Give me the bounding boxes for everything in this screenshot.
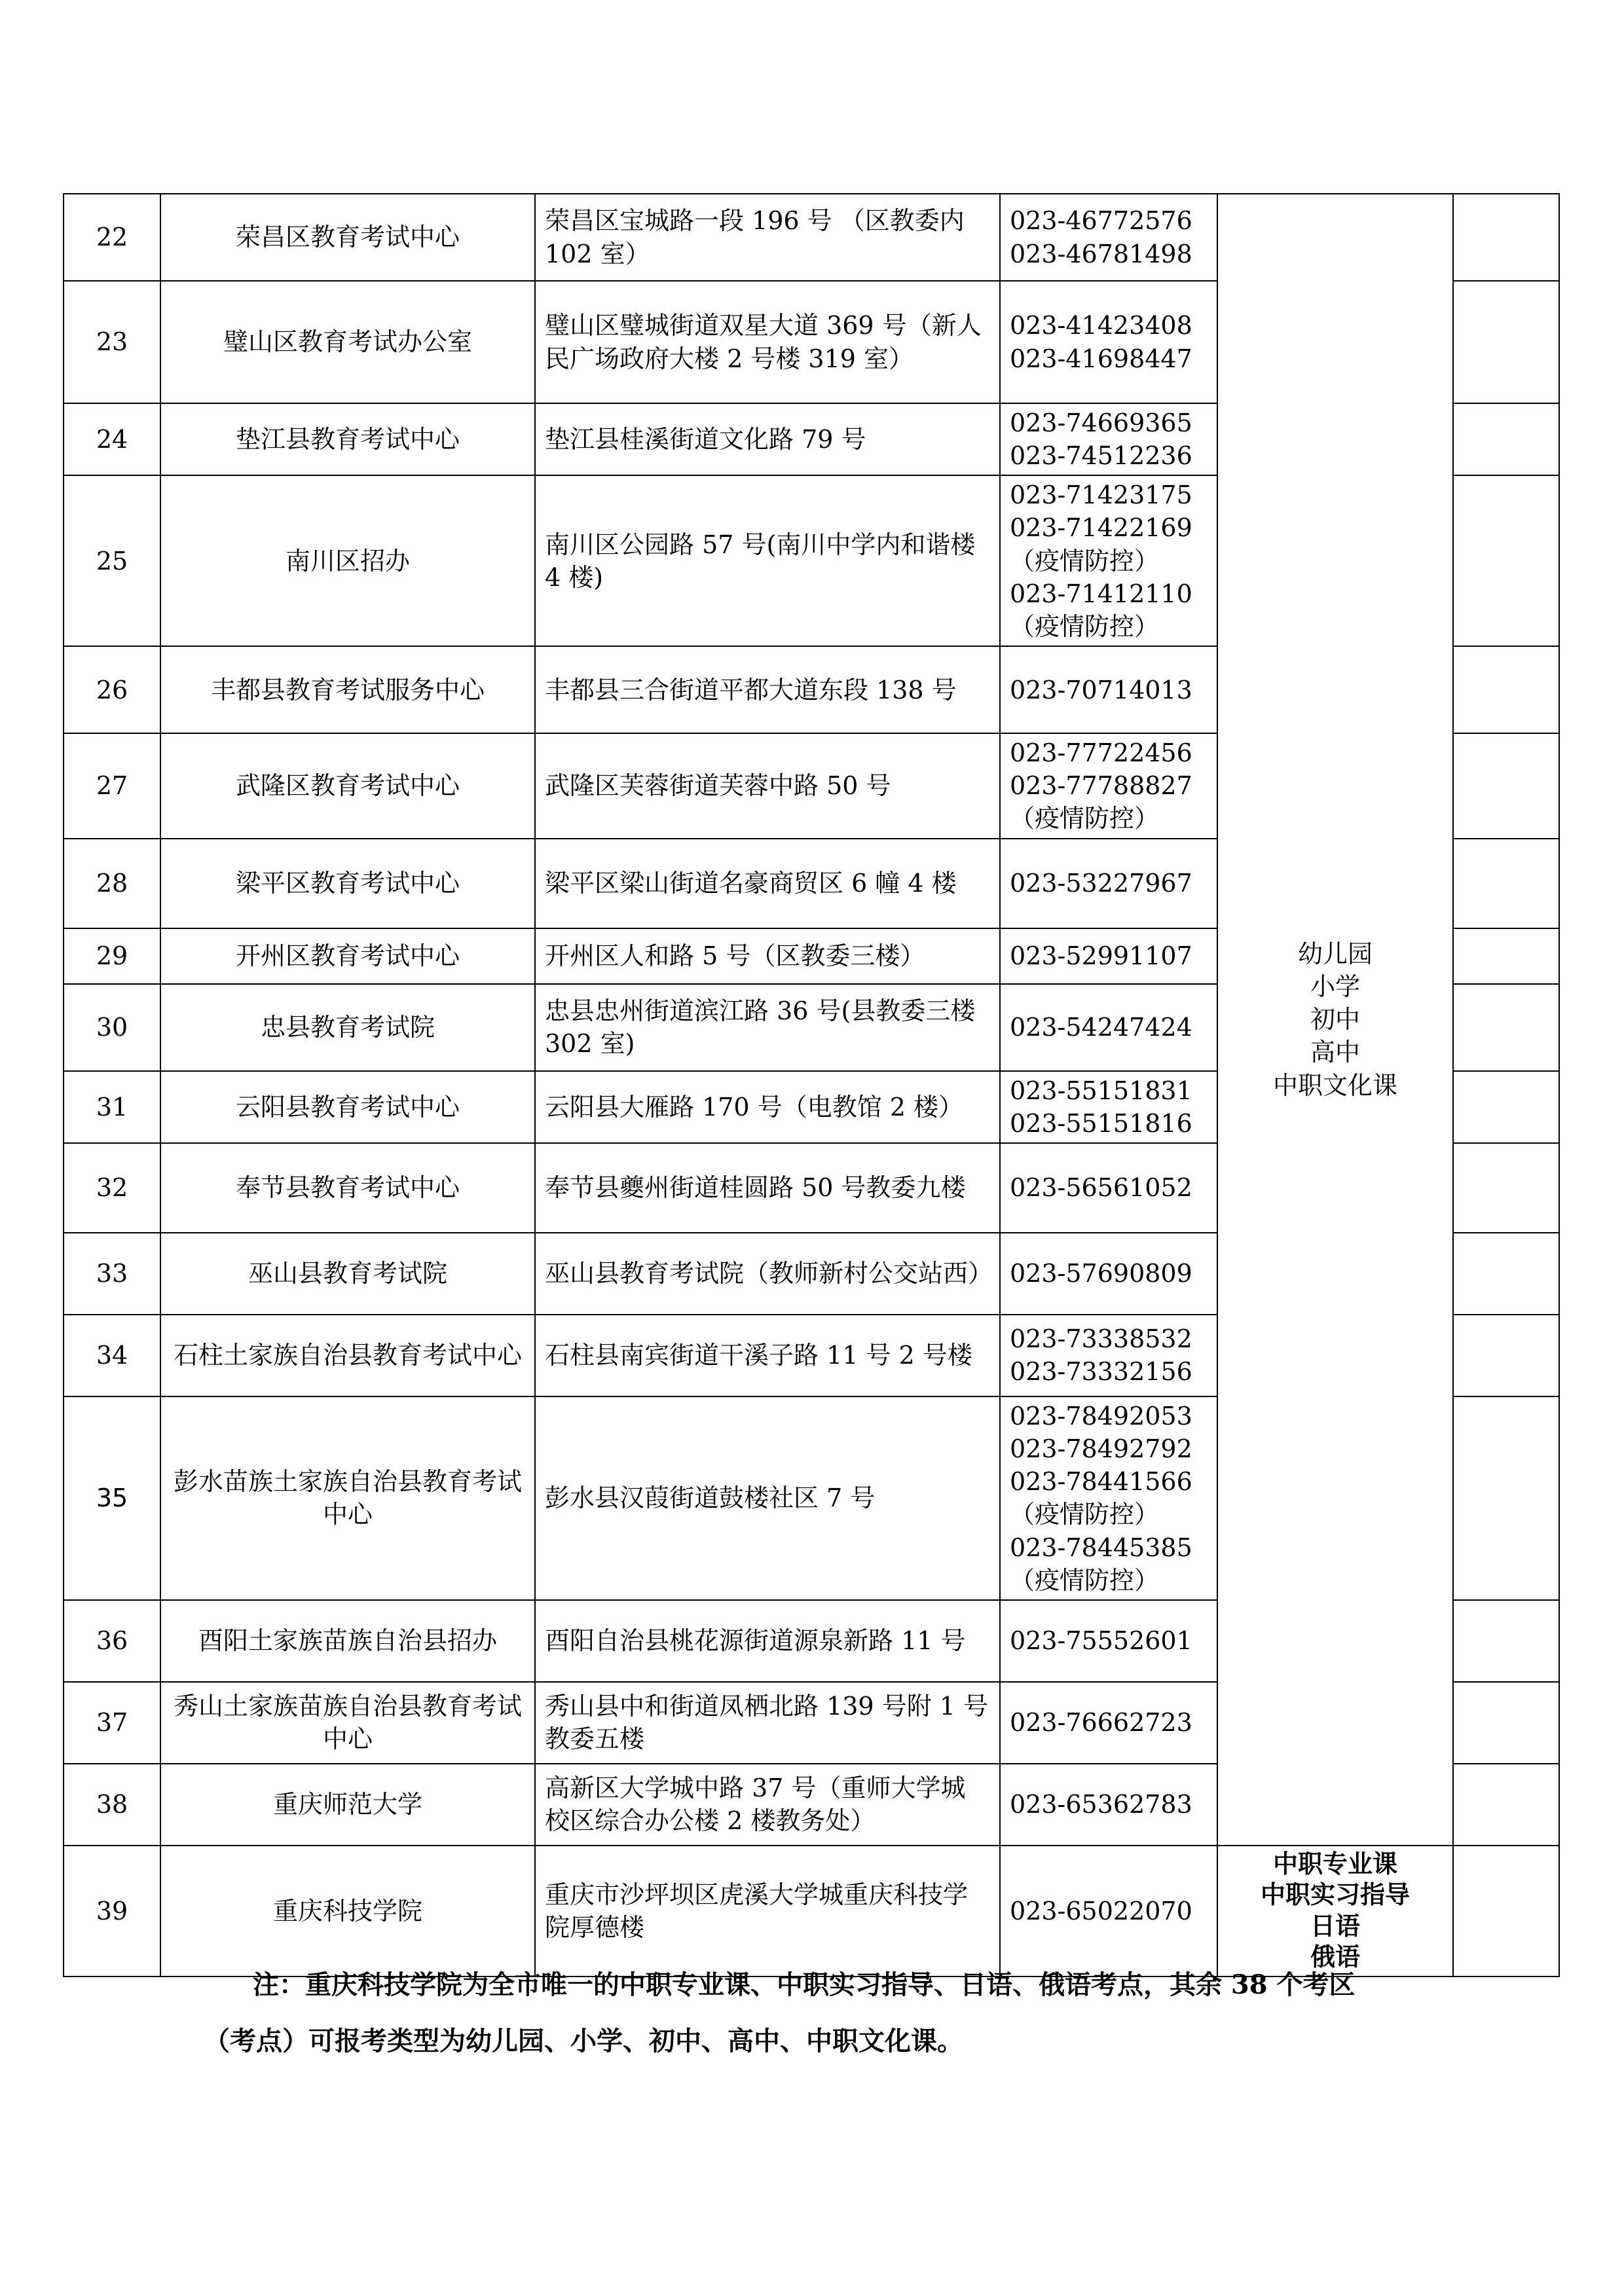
- row-number: 36: [64, 1600, 160, 1682]
- phone: 023-41423408 023-41698447: [1000, 281, 1217, 403]
- exam-office-name: 云阳县教育考试中心: [160, 1071, 535, 1143]
- row-number: 32: [64, 1143, 160, 1233]
- row-number: 37: [64, 1682, 160, 1764]
- table-row: [64, 1846, 1559, 1977]
- blank-cell: [1453, 1600, 1559, 1682]
- exam-office-name: 巫山县教育考试院: [160, 1233, 535, 1315]
- phone: 023-65022070: [1000, 1846, 1217, 1977]
- row-number: 23: [64, 281, 160, 403]
- blank-cell: [1453, 1315, 1559, 1396]
- phone: 023-78492053 023-78492792 023-78441566 （疫情防控） 023-78445385 （疫情防控）: [1000, 1396, 1217, 1600]
- exam-office-name: 奉节县教育考试中心: [160, 1143, 535, 1233]
- exam-office-name: 石柱土家族自治县教育考试中心: [160, 1315, 535, 1396]
- exam-office-name: 武隆区教育考试中心: [160, 733, 535, 838]
- row-number: 25: [64, 475, 160, 646]
- blank-cell: [1453, 1764, 1559, 1846]
- address: 南川区公园路 57 号(南川中学内和谐楼 4 楼): [535, 475, 1000, 646]
- phone: 023-57690809: [1000, 1233, 1217, 1315]
- exam-office-name: 酉阳土家族苗族自治县招办: [160, 1600, 535, 1682]
- exam-site-table: [63, 193, 1560, 1977]
- phone: 023-46772576 023-46781498: [1000, 194, 1217, 281]
- blank-cell: [1453, 1846, 1559, 1977]
- blank-cell: [1453, 839, 1559, 928]
- blank-cell: [1453, 733, 1559, 838]
- blank-cell: [1453, 646, 1559, 733]
- row-number: 35: [64, 1396, 160, 1600]
- exam-office-name: 重庆师范大学: [160, 1764, 535, 1846]
- exam-office-name: 重庆科技学院: [160, 1846, 535, 1977]
- phone: 023-53227967: [1000, 839, 1217, 928]
- exam-office-name: 秀山土家族苗族自治县教育考试中心: [160, 1682, 535, 1764]
- phone: 023-71423175 023-71422169 （疫情防控） 023-71412110 （疫情防控）: [1000, 475, 1217, 646]
- phone: 023-77722456 023-77788827 （疫情防控）: [1000, 733, 1217, 838]
- exam-office-name: 璧山区教育考试办公室: [160, 281, 535, 403]
- address: 高新区大学城中路 37 号（重师大学城校区综合办公楼 2 楼教务处）: [535, 1764, 1000, 1846]
- address: 开州区人和路 5 号（区教委三楼）: [535, 928, 1000, 984]
- address: 巫山县教育考试院（教师新村公交站西）: [535, 1233, 1000, 1315]
- row-number: 31: [64, 1071, 160, 1143]
- row-number: 39: [64, 1846, 160, 1977]
- address: 荣昌区宝城路一段 196 号 （区教委内 102 室）: [535, 194, 1000, 281]
- phone: 023-55151831 023-55151816: [1000, 1071, 1217, 1143]
- exam-office-name: 荣昌区教育考试中心: [160, 194, 535, 281]
- row-number: 30: [64, 984, 160, 1071]
- row-number: 26: [64, 646, 160, 733]
- blank-cell: [1453, 984, 1559, 1071]
- row-number: 27: [64, 733, 160, 838]
- row-number: 38: [64, 1764, 160, 1846]
- table-row: [64, 194, 1559, 281]
- exam-office-name: 彭水苗族土家族自治县教育考试中心: [160, 1396, 535, 1600]
- phone: 023-56561052: [1000, 1143, 1217, 1233]
- row-number: 22: [64, 194, 160, 281]
- phone: 023-65362783: [1000, 1764, 1217, 1846]
- row-number: 28: [64, 839, 160, 928]
- address: 丰都县三合街道平都大道东段 138 号: [535, 646, 1000, 733]
- blank-cell: [1453, 475, 1559, 646]
- blank-cell: [1453, 1682, 1559, 1764]
- phone: 023-73338532 023-73332156: [1000, 1315, 1217, 1396]
- address: 垫江县桂溪街道文化路 79 号: [535, 403, 1000, 475]
- address: 酉阳自治县桃花源街道源泉新路 11 号: [535, 1600, 1000, 1682]
- address: 梁平区梁山街道名豪商贸区 6 幢 4 楼: [535, 839, 1000, 928]
- address: 云阳县大雁路 170 号（电教馆 2 楼）: [535, 1071, 1000, 1143]
- address: 武隆区芙蓉街道芙蓉中路 50 号: [535, 733, 1000, 838]
- blank-cell: [1453, 1071, 1559, 1143]
- phone: 023-75552601: [1000, 1600, 1217, 1682]
- blank-cell: [1453, 1396, 1559, 1600]
- address: 忠县忠州街道滨江路 36 号(县教委三楼 302 室): [535, 984, 1000, 1071]
- exam-office-name: 南川区招办: [160, 475, 535, 646]
- row-number: 29: [64, 928, 160, 984]
- row-number: 33: [64, 1233, 160, 1315]
- address: 石柱县南宾街道干溪子路 11 号 2 号楼: [535, 1315, 1000, 1396]
- address: 彭水县汉葭街道鼓楼社区 7 号: [535, 1396, 1000, 1600]
- exam-types-general: 幼儿园 小学 初中 高中 中职文化课: [1217, 194, 1453, 1846]
- blank-cell: [1453, 403, 1559, 475]
- address: 奉节县夔州街道桂圆路 50 号教委九楼: [535, 1143, 1000, 1233]
- exam-office-name: 丰都县教育考试服务中心: [160, 646, 535, 733]
- address: 秀山县中和街道凤栖北路 139 号附 1 号教委五楼: [535, 1682, 1000, 1764]
- exam-office-name: 垫江县教育考试中心: [160, 403, 535, 475]
- note-line-1: 注：重庆科技学院为全市唯一的中职专业课、中职实习指导、日语、俄语考点，其余 38 个考区: [253, 1969, 1356, 2000]
- blank-cell: [1453, 928, 1559, 984]
- phone: 023-54247424: [1000, 984, 1217, 1071]
- row-number: 24: [64, 403, 160, 475]
- blank-cell: [1453, 194, 1559, 281]
- note-line-2: （考点）可报考类型为幼儿园、小学、初中、高中、中职文化课。: [204, 2026, 963, 2056]
- phone: 023-70714013: [1000, 646, 1217, 733]
- row-number: 34: [64, 1315, 160, 1396]
- phone: 023-76662723: [1000, 1682, 1217, 1764]
- exam-office-name: 开州区教育考试中心: [160, 928, 535, 984]
- address: 重庆市沙坪坝区虎溪大学城重庆科技学院厚德楼: [535, 1846, 1000, 1977]
- blank-cell: [1453, 1143, 1559, 1233]
- exam-types-special: 中职专业课 中职实习指导 日语 俄语: [1217, 1846, 1453, 1977]
- blank-cell: [1453, 281, 1559, 403]
- phone: 023-52991107: [1000, 928, 1217, 984]
- table-body: [64, 194, 1559, 1977]
- exam-office-name: 忠县教育考试院: [160, 984, 535, 1071]
- address: 璧山区璧城街道双星大道 369 号（新人民广场政府大楼 2 号楼 319 室）: [535, 281, 1000, 403]
- blank-cell: [1453, 1233, 1559, 1315]
- exam-office-name: 梁平区教育考试中心: [160, 839, 535, 928]
- phone: 023-74669365 023-74512236: [1000, 403, 1217, 475]
